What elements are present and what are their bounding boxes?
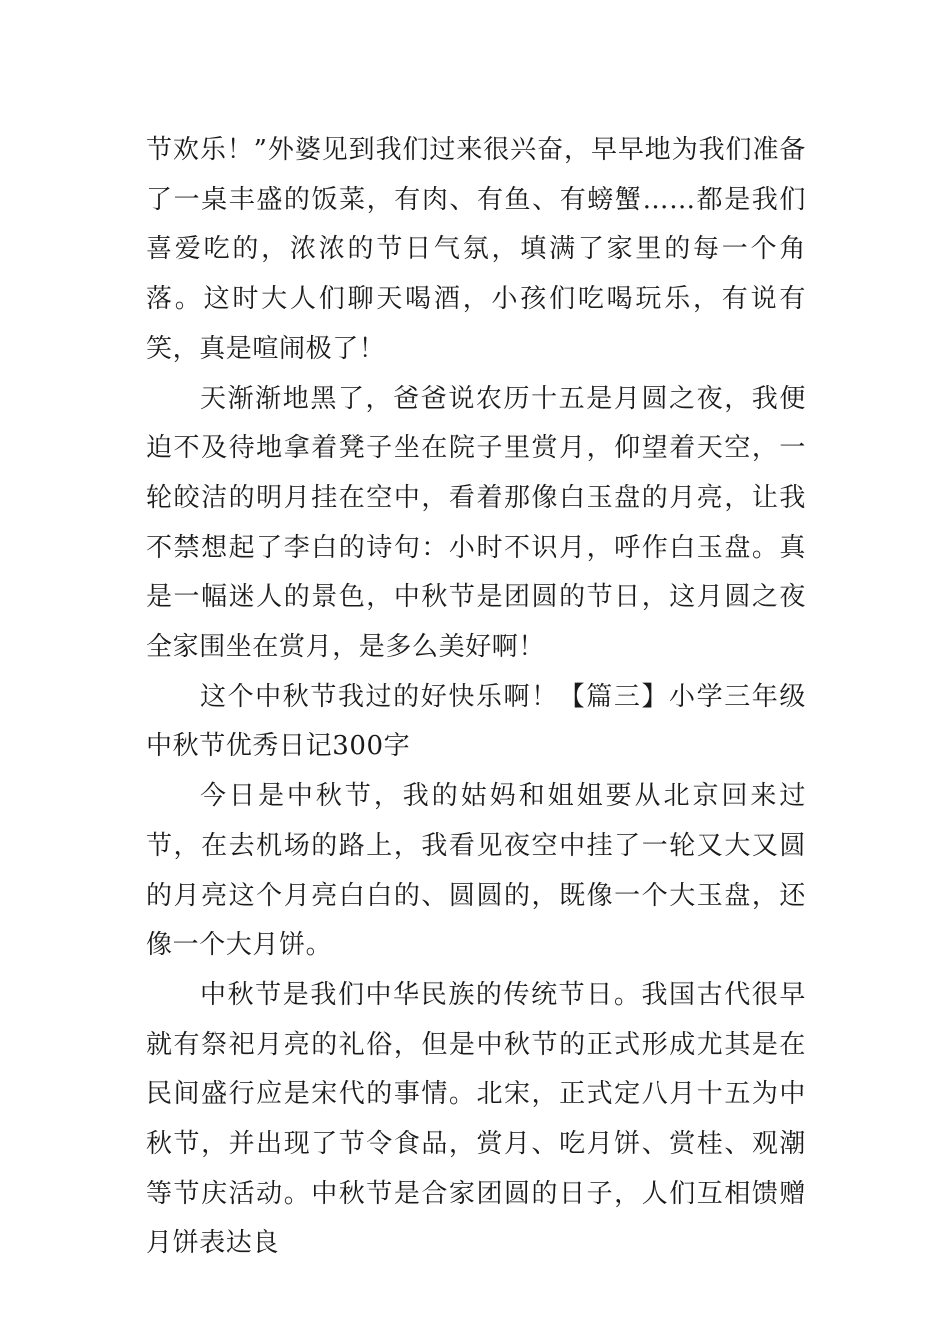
paragraph-section-heading: 这个中秋节我过的好快乐啊！【篇三】小学三年级中秋节优秀日记300字 — [146, 681, 806, 762]
paragraph-continuation: 节欢乐！”外婆见到我们过来很兴奋，早早地为我们准备了一桌丰盛的饭菜，有肉、有鱼、有螃蟹……都是我们喜爱吃的，浓浓的节日气氛，填满了家里的每一个角落。这时大人们聊天喝酒，小孩们吃喝玩乐，有说有笑，真是喧闹极了！ — [146, 135, 806, 364]
paragraph-airport-moon: 今日是中秋节，我的姑妈和姐姐要从北京回来过节，在去机场的路上，我看见夜空中挂了一轮又大又圆的月亮这个月亮白白的、圆圆的，既像一个大玉盘，还像一个大月饼。 — [146, 781, 806, 961]
paragraph-festival-history: 中秋节是我们中华民族的传统节日。我国古代很早就有祭祀月亮的礼俗，但是中秋节的正式形成尤其是在民间盛行应是宋代的事情。北宋，正式定八月十五为中秋节，并出现了节令食品，赏月、吃月饼、赏桂、观潮等节庆活动。中秋节是合家团圆的日子，人们互相馈赠月饼表达良 — [146, 979, 806, 1259]
document-page — [146, 126, 806, 1269]
paragraph-moon-night: 天渐渐地黑了，爸爸说农历十五是月圆之夜，我便迫不及待地拿着凳子坐在院子里赏月，仰望着天空，一轮皎洁的明月挂在空中，看着那像白玉盘的月亮，让我不禁想起了李白的诗句：小时不识月，呼作白玉盘。真是一幅迷人的景色，中秋节是团圆的节日，这月圆之夜全家围坐在赏月，是多么美好啊！ — [146, 383, 806, 663]
